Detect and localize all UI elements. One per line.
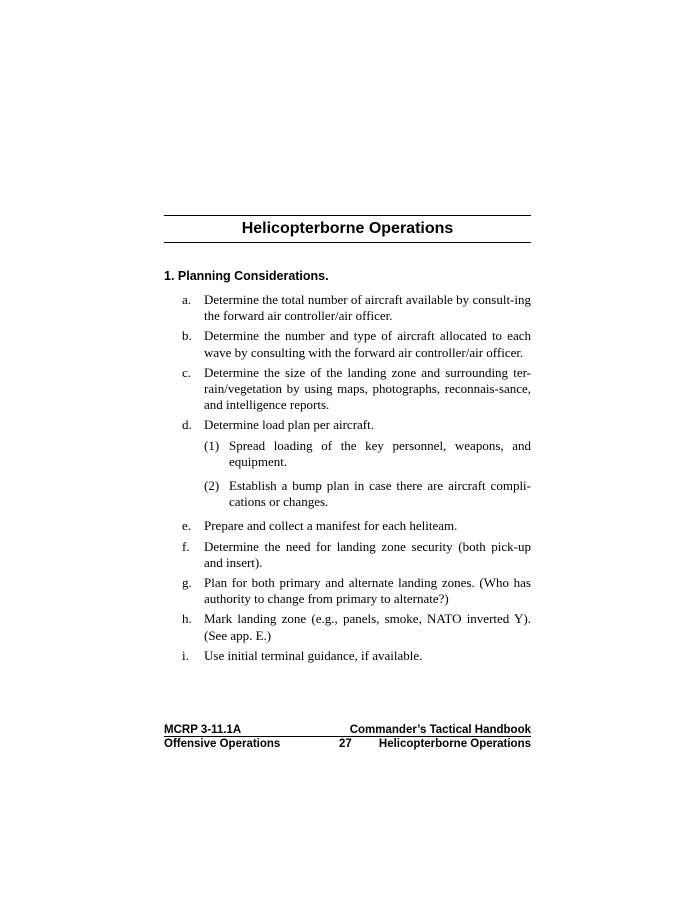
- list-item-marker: a.: [182, 292, 192, 307]
- title-bottom-rule: [164, 242, 531, 243]
- sublist-item-marker: (2): [204, 478, 220, 494]
- list-item-marker: c.: [182, 364, 192, 380]
- list-item-marker: g.: [182, 575, 192, 591]
- list-item-text: Determine the need for landing zone security (both pick-up and insert).: [204, 538, 531, 570]
- list-item-marker: d.: [182, 417, 192, 433]
- list-item-text: Determine load plan per aircraft.: [204, 417, 374, 433]
- footer-handbook-title: Commander’s Tactical Handbook: [349, 724, 531, 736]
- list-item: [164, 575, 531, 607]
- footer-section: Helicopterborne Operations: [378, 738, 531, 750]
- list-item-text: Determine the number and type of aircraft allocated to each wave by consulting with the forward air controller/air officer.: [204, 328, 531, 360]
- list-item-marker: f.: [182, 538, 190, 554]
- page-title: Helicopterborne Operations: [241, 220, 454, 237]
- list-item-text: Plan for both primary and alternate landing zones. (Who has authority to change from primary to alternate?): [204, 575, 531, 607]
- sublist-item: [204, 478, 531, 510]
- sublist-item: [204, 438, 531, 470]
- list-item-text: Determine the total number of aircraft available by consult-ing the forward air controller/air officer.: [204, 292, 531, 324]
- list-item-marker: b.: [182, 328, 192, 344]
- list-item: [164, 292, 531, 324]
- list-item-text: Prepare and collect a manifest for each heliteam.: [204, 518, 458, 534]
- page-number: 27: [339, 738, 352, 750]
- list-item-text: Use initial terminal guidance, if available.: [204, 647, 423, 663]
- list-item-marker: e.: [182, 518, 192, 534]
- sublist-item-text: Establish a bump plan in case there are aircraft compli-cations or changes.: [229, 478, 531, 510]
- list-item: [164, 611, 531, 643]
- list-item-marker: h.: [182, 611, 192, 627]
- list-item-text: Mark landing zone (e.g., panels, smoke, NATO inverted Y). (See app. E.): [204, 611, 531, 643]
- section-heading: 1. Planning Considerations.: [164, 269, 329, 283]
- planning-list: [164, 292, 531, 668]
- list-item-text: Determine the size of the landing zone and surrounding ter-rain/vegetation by using maps, photographs, reconnais-sance, and intelligence reports.: [204, 364, 531, 413]
- sublist-item-marker: (1): [204, 437, 220, 453]
- list-item: [164, 328, 531, 360]
- footer-publication-id: MCRP 3-11.1A: [164, 724, 242, 736]
- list-item: [164, 417, 531, 510]
- title-top-rule: [164, 215, 531, 216]
- footer-chapter: Offensive Operations: [164, 738, 281, 750]
- sublist: [204, 438, 531, 511]
- list-item: [164, 539, 531, 571]
- list-item: [164, 365, 531, 414]
- list-item-marker: i.: [182, 647, 189, 663]
- list-item: [164, 518, 531, 534]
- list-item: [164, 648, 531, 664]
- sublist-item-text: Spread loading of the key personnel, weapons, and equipment.: [229, 437, 531, 469]
